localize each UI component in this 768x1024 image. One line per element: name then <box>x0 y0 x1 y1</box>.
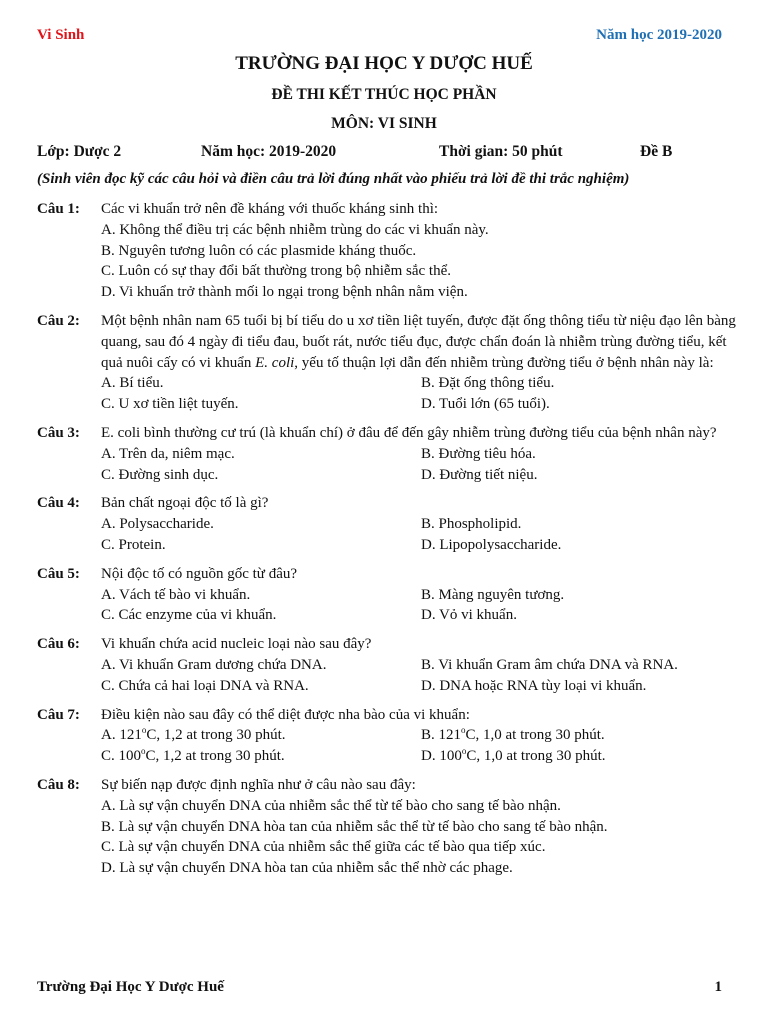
option-a: A. Polysaccharide. <box>101 516 214 533</box>
question-8 <box>37 775 737 879</box>
question-text-part: Một bệnh nhân nam 65 tuổi bị bí tiểu do u xơ tiền liệt tuyến, được đặt ống thông tiểu từ niệu đạo lên bàng quang, sau đó 4 ngày đi tiểu đau, buốt rát, nước tiểu đục, được chẩn đoán là nhiễm trùng đường tiểu, kết quả nuôi cấy có vi khuẩn <box>101 312 736 371</box>
question-label: Câu 7: <box>37 706 80 723</box>
option-c: C. Luôn có sự thay đổi bất thường trong bộ nhiễm sắc thể. <box>101 263 451 280</box>
organism-name: E. coli <box>255 354 295 371</box>
option-b: B. Màng nguyên tương. <box>421 586 565 603</box>
question-label: Câu 8: <box>37 776 80 793</box>
question-label: Câu 6: <box>37 636 80 653</box>
option-a: A. 121$^o$C, 1,2 at trong 30 phút. <box>101 725 286 744</box>
class-info: Lớp: Dược 2 <box>37 143 122 160</box>
option-a: A. Vách tế bào vi khuẩn. <box>101 586 251 603</box>
option-b: B. Nguyên tương luôn có các plasmide kháng thuốc. <box>101 242 417 259</box>
exam-info <box>37 143 737 163</box>
page-number: 1 <box>714 979 722 995</box>
question-label: Câu 5: <box>37 565 80 582</box>
option-d: D. Vi khuẩn trở thành mối lo ngại trong bệnh nhân nằm viện. <box>101 284 468 301</box>
question-2 <box>37 311 737 415</box>
option-b: B. Phospholipid. <box>421 516 522 533</box>
exam-title: ĐỀ THI KẾT THÚC HỌC PHẦN <box>271 86 497 103</box>
option-d: D. Vỏ vi khuẩn. <box>421 607 517 624</box>
option-c: C. 100$^o$C, 1,2 at trong 30 phút. <box>101 746 285 765</box>
option-b: B. Vi khuẩn Gram âm chứa DNA và RNA. <box>421 656 678 673</box>
question-label: Câu 1: <box>37 201 80 217</box>
option-a: A. Không thể điều trị các bệnh nhiễm trùng do các vi khuẩn này. <box>101 221 489 238</box>
school-title: TRƯỜNG ĐẠI HỌC Y DƯỢC HUẾ <box>235 53 533 74</box>
option-d: D. Đường tiết niệu. <box>421 466 538 483</box>
option-a: A. Bí tiểu. <box>101 375 164 392</box>
option-a: A. Trên da, niêm mạc. <box>101 445 235 462</box>
option-b: B. Đường tiêu hóa. <box>421 445 536 462</box>
question-3 <box>37 423 737 485</box>
option-c: C. Các enzyme của vi khuẩn. <box>101 607 277 624</box>
year-tag: Năm học 2019-2020 <box>596 27 722 43</box>
footer-school: Trường Đại Học Y Dược Huế <box>37 979 224 995</box>
option-b: B. 121$^o$C, 1,0 at trong 30 phút. <box>421 725 605 744</box>
option-c: C. Là sự vận chuyển DNA của nhiễm sắc thể giữa các tế bào qua tiếp xúc. <box>101 839 546 856</box>
option-a: A. Là sự vận chuyển DNA của nhiễm sắc thể từ tế bào cho sang tế bào nhận. <box>101 797 561 814</box>
time-info: Thời gian: 50 phút <box>439 143 563 160</box>
top-header <box>37 27 722 47</box>
question-text: Bản chất ngoại độc tố là gì? <box>101 495 269 512</box>
option-c: C. U xơ tiền liệt tuyến. <box>101 396 239 413</box>
option-b: B. Đặt ống thông tiểu. <box>421 375 555 392</box>
question-text: Điều kiện nào sau đây có thể diệt được nha bào của vi khuẩn: <box>101 706 470 723</box>
question-text: Các vi khuẩn trở nên đề kháng với thuốc kháng sinh thì: <box>101 201 439 217</box>
option-d: D. Lipopolysaccharide. <box>421 536 562 553</box>
subject-tag: Vi Sinh <box>37 27 85 43</box>
question-text: Sự biến nạp được định nghĩa như ở câu nào sau đây: <box>101 776 416 793</box>
option-d: D. 100$^o$C, 1,0 at trong 30 phút. <box>421 746 606 765</box>
option-a: A. Vi khuẩn Gram dương chứa DNA. <box>101 656 327 673</box>
year-info: Năm học: 2019-2020 <box>201 143 337 160</box>
option-c: C. Đường sinh dục. <box>101 466 219 483</box>
exam-code: Đề B <box>640 143 673 160</box>
question-label: Câu 4: <box>37 495 80 512</box>
option-d: D. Là sự vận chuyển DNA hòa tan của nhiễm sắc thể nhờ các phage. <box>101 860 513 877</box>
option-c: C. Chứa cả hai loại DNA và RNA. <box>101 677 309 694</box>
option-c: C. Protein. <box>101 536 166 553</box>
option-d: D. Tuổi lớn (65 tuổi). <box>421 396 550 413</box>
question-text-part: , yếu tố thuận lợi dẫn đến nhiễm trùng đường tiểu ở bệnh nhân này là: <box>294 354 714 371</box>
question-5 <box>37 564 737 626</box>
question-text: Nội độc tố có nguồn gốc từ đâu? <box>101 565 298 582</box>
question-text: E. coli bình thường cư trú (là khuẩn chí) ở đâu để đến gây nhiễm trùng đường tiểu của bệnh nhân này? <box>101 424 717 441</box>
course-title: MÔN: VI SINH <box>331 115 437 132</box>
question-7 <box>37 705 737 767</box>
question-text <box>101 311 737 373</box>
question-4 <box>37 493 737 555</box>
question-text: Vi khuẩn chứa acid nucleic loại nào sau đây? <box>101 636 372 653</box>
question-label: Câu 2: <box>37 312 80 329</box>
instruction: (Sinh viên đọc kỹ các câu hỏi và điền câu trả lời đúng nhất vào phiếu trả lời đề thi trắc nghiệm) <box>37 171 630 187</box>
question-label: Câu 3: <box>37 424 80 441</box>
option-b: B. Là sự vận chuyển DNA hòa tan của nhiễm sắc thể từ tế bào cho sang tế bào nhận. <box>101 818 608 835</box>
option-d: D. DNA hoặc RNA tùy loại vi khuẩn. <box>421 677 647 694</box>
question-6 <box>37 634 737 696</box>
question-1 <box>37 199 737 303</box>
question-list <box>37 199 737 887</box>
